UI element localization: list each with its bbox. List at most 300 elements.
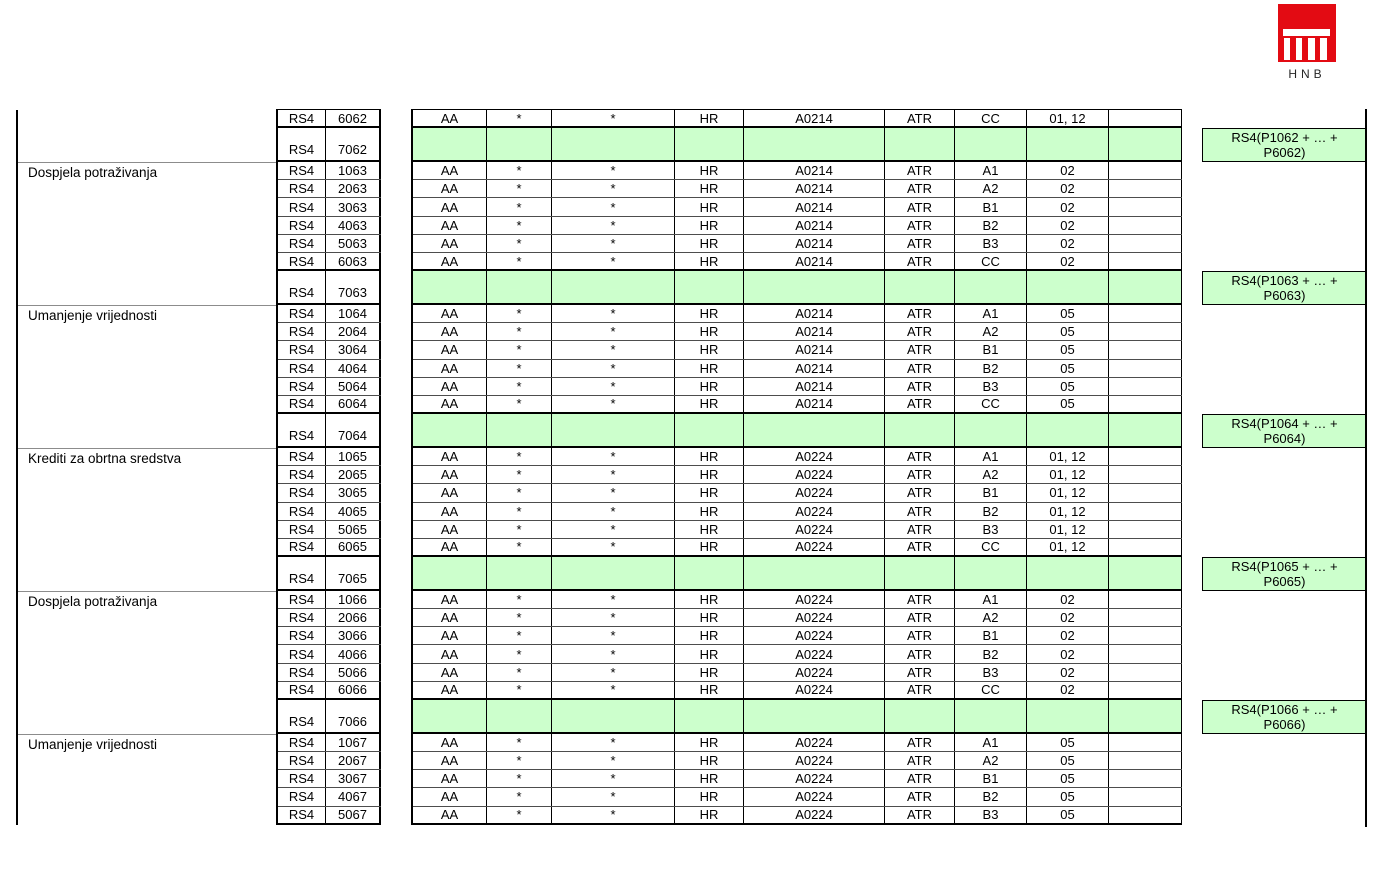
- position-number-cell: 5067: [326, 807, 381, 823]
- attribute-cell: AA: [413, 484, 487, 501]
- highlight-cell: [413, 414, 487, 446]
- attribute-cell: ATR: [885, 627, 955, 644]
- attribute-cell: ATR: [885, 305, 955, 322]
- table-row: [278, 198, 381, 216]
- table-row: [278, 788, 381, 806]
- attribute-cell: A2: [955, 609, 1027, 626]
- attribute-cell: ATR: [885, 752, 955, 769]
- table-row: [278, 466, 381, 484]
- attribute-cell: 01, 12: [1027, 484, 1109, 501]
- report-code-cell: RS4: [278, 323, 326, 340]
- hnb-logo: [1278, 4, 1336, 62]
- table-row: [413, 396, 1182, 414]
- highlight-cell: [885, 271, 955, 303]
- attribute-cell: AA: [413, 323, 487, 340]
- table-row: [278, 323, 381, 341]
- attribute-cell: HR: [675, 627, 744, 644]
- report-code-cell: RS4: [278, 235, 326, 252]
- attribute-cell: ATR: [885, 448, 955, 465]
- attribute-cell: ATR: [885, 484, 955, 501]
- report-code-cell: RS4: [278, 378, 326, 395]
- attribute-cell: [1109, 162, 1182, 179]
- attribute-cell: [1109, 503, 1182, 520]
- report-code-cell: RS4: [278, 162, 326, 179]
- attribute-cell: ATR: [885, 323, 955, 340]
- attribute-cell: *: [487, 752, 552, 769]
- attribute-cell: HR: [675, 217, 744, 234]
- attribute-cell: HR: [675, 253, 744, 269]
- table-row: [278, 341, 381, 359]
- attribute-cell: A0224: [744, 591, 885, 608]
- table-row: [413, 305, 1182, 323]
- position-number-cell: 2067: [326, 752, 381, 769]
- attribute-cell: B3: [955, 664, 1027, 681]
- attribute-cell: *: [552, 770, 675, 787]
- attribute-cell: ATR: [885, 807, 955, 823]
- table-row: [413, 664, 1182, 682]
- formula-text: RS4(P1066 + … + P6066): [1231, 702, 1338, 733]
- attribute-cell: ATR: [885, 217, 955, 234]
- section-label: Krediti za obrtna sredstva: [18, 448, 278, 591]
- highlight-cell: [1027, 128, 1109, 160]
- attribute-cell: 01, 12: [1027, 521, 1109, 538]
- table-row: [278, 305, 381, 323]
- attribute-cell: B1: [955, 341, 1027, 358]
- position-number-cell: 6065: [326, 539, 381, 555]
- table-row: [413, 128, 1182, 162]
- attribute-cell: HR: [675, 305, 744, 322]
- table-row: [413, 734, 1182, 752]
- table-row: [413, 484, 1182, 502]
- attribute-cell: AA: [413, 645, 487, 662]
- highlight-cell: [1109, 128, 1182, 160]
- highlight-cell: [955, 414, 1027, 446]
- formula-box: [1202, 128, 1367, 162]
- highlight-cell: [955, 557, 1027, 589]
- table-row: [413, 788, 1182, 806]
- attribute-cell: B1: [955, 770, 1027, 787]
- attribute-cell: ATR: [885, 521, 955, 538]
- attribute-cell: *: [552, 645, 675, 662]
- report-code-cell: RS4: [278, 217, 326, 234]
- code-table: [276, 109, 381, 825]
- position-number-cell: 4063: [326, 217, 381, 234]
- attribute-cell: AA: [413, 503, 487, 520]
- report-code-cell: RS4: [278, 591, 326, 608]
- table-row: [278, 448, 381, 466]
- attribute-cell: CC: [955, 253, 1027, 269]
- attribute-cell: HR: [675, 110, 744, 126]
- attribute-cell: AA: [413, 198, 487, 215]
- table-row: [278, 770, 381, 788]
- attribute-cell: 02: [1027, 198, 1109, 215]
- attribute-cell: 05: [1027, 305, 1109, 322]
- attribute-cell: ATR: [885, 788, 955, 805]
- attribute-cell: ATR: [885, 180, 955, 197]
- highlight-cell: [744, 557, 885, 589]
- attribute-cell: A2: [955, 180, 1027, 197]
- report-code-cell: RS4: [278, 682, 326, 698]
- attribute-cell: *: [552, 360, 675, 377]
- table-row: [278, 271, 381, 305]
- table-row: [278, 734, 381, 752]
- attribute-cell: A0224: [744, 521, 885, 538]
- attribute-cell: AA: [413, 466, 487, 483]
- position-number-cell: 4067: [326, 788, 381, 805]
- attribute-cell: ATR: [885, 396, 955, 412]
- highlight-cell: [1109, 700, 1182, 732]
- position-number-cell: 6064: [326, 396, 381, 412]
- table-row: [278, 521, 381, 539]
- attribute-cell: *: [487, 788, 552, 805]
- attribute-cell: HR: [675, 162, 744, 179]
- highlight-cell: [1109, 557, 1182, 589]
- report-code-cell: RS4: [278, 770, 326, 787]
- attribute-cell: *: [552, 734, 675, 751]
- highlight-cell: [955, 271, 1027, 303]
- attribute-cell: 05: [1027, 734, 1109, 751]
- attribute-cell: 02: [1027, 645, 1109, 662]
- logo-architrave: [1283, 29, 1329, 37]
- attribute-cell: *: [552, 305, 675, 322]
- attribute-cell: HR: [675, 484, 744, 501]
- table-row: [278, 396, 381, 414]
- formula-text: RS4(P1065 + … + P6065): [1231, 559, 1338, 590]
- attribute-cell: ATR: [885, 591, 955, 608]
- attribute-cell: HR: [675, 734, 744, 751]
- attribute-cell: B2: [955, 645, 1027, 662]
- attribute-cell: ATR: [885, 682, 955, 698]
- position-number-cell: 1067: [326, 734, 381, 751]
- table-row: [278, 162, 381, 180]
- attribute-cell: ATR: [885, 110, 955, 126]
- report-code-cell: RS4: [278, 557, 326, 589]
- attribute-cell: [1109, 180, 1182, 197]
- report-code-cell: RS4: [278, 645, 326, 662]
- highlight-cell: [487, 271, 552, 303]
- position-number-cell: 1064: [326, 305, 381, 322]
- attribute-cell: A0224: [744, 484, 885, 501]
- formula-text: RS4(P1062 + … + P6062): [1231, 130, 1338, 161]
- attribute-cell: [1109, 378, 1182, 395]
- attribute-cell: *: [552, 807, 675, 823]
- table-row: [413, 539, 1182, 557]
- position-number-cell: 3064: [326, 341, 381, 358]
- attribute-cell: B3: [955, 235, 1027, 252]
- attribute-cell: [1109, 110, 1182, 126]
- attribute-cell: *: [487, 235, 552, 252]
- table-row: [413, 557, 1182, 591]
- attribute-cell: *: [552, 378, 675, 395]
- highlight-cell: [675, 414, 744, 446]
- attribute-cell: A0214: [744, 323, 885, 340]
- attribute-cell: AA: [413, 807, 487, 823]
- attribute-cell: *: [552, 466, 675, 483]
- formula-box: [1202, 557, 1367, 591]
- attribute-cell: [1109, 466, 1182, 483]
- logo-column: [1296, 38, 1302, 60]
- attribute-cell: *: [487, 360, 552, 377]
- highlight-cell: [885, 700, 955, 732]
- attribute-cell: 01, 12: [1027, 539, 1109, 555]
- highlight-cell: [1109, 271, 1182, 303]
- attribute-cell: HR: [675, 521, 744, 538]
- attribute-cell: ATR: [885, 770, 955, 787]
- attribute-cell: ATR: [885, 734, 955, 751]
- position-number-cell: 2065: [326, 466, 381, 483]
- highlight-cell: [1109, 414, 1182, 446]
- attribute-cell: HR: [675, 645, 744, 662]
- row-label-column: [16, 110, 278, 825]
- attribute-cell: 05: [1027, 341, 1109, 358]
- position-number-cell: 4065: [326, 503, 381, 520]
- position-number-cell: 3066: [326, 627, 381, 644]
- highlight-cell: [1027, 271, 1109, 303]
- attribute-cell: B1: [955, 198, 1027, 215]
- report-code-cell: RS4: [278, 271, 326, 303]
- attribute-cell: ATR: [885, 664, 955, 681]
- report-code-cell: RS4: [278, 305, 326, 322]
- attribute-cell: *: [487, 341, 552, 358]
- table-row: [413, 378, 1182, 396]
- table-row: [413, 414, 1182, 448]
- highlight-cell: [885, 414, 955, 446]
- attribute-cell: ATR: [885, 253, 955, 269]
- highlight-cell: [487, 128, 552, 160]
- attribute-cell: 02: [1027, 180, 1109, 197]
- attribute-cell: HR: [675, 198, 744, 215]
- attribute-cell: 01, 12: [1027, 503, 1109, 520]
- attribute-cell: AA: [413, 235, 487, 252]
- attribute-cell: 01, 12: [1027, 110, 1109, 126]
- attribute-cell: A0224: [744, 609, 885, 626]
- attribute-cell: HR: [675, 788, 744, 805]
- attribute-cell: ATR: [885, 539, 955, 555]
- attribute-cell: HR: [675, 752, 744, 769]
- attribute-cell: A0214: [744, 110, 885, 126]
- attribute-cell: HR: [675, 180, 744, 197]
- attribute-cell: A0224: [744, 448, 885, 465]
- attribute-cell: CC: [955, 110, 1027, 126]
- table-row: [278, 484, 381, 502]
- attribute-cell: AA: [413, 180, 487, 197]
- report-code-cell: RS4: [278, 503, 326, 520]
- formula-text: RS4(P1064 + … + P6064): [1231, 416, 1338, 447]
- report-code-cell: RS4: [278, 341, 326, 358]
- table-row: [278, 609, 381, 627]
- attribute-cell: *: [487, 253, 552, 269]
- attribute-cell: AA: [413, 305, 487, 322]
- attribute-cell: HR: [675, 466, 744, 483]
- attribute-cell: HR: [675, 235, 744, 252]
- attribute-cell: CC: [955, 396, 1027, 412]
- attribute-cell: B3: [955, 521, 1027, 538]
- formula-box: [1202, 271, 1367, 305]
- attribute-cell: *: [552, 253, 675, 269]
- attribute-cell: [1109, 253, 1182, 269]
- attribute-cell: HR: [675, 503, 744, 520]
- table-row: [413, 217, 1182, 235]
- attribute-cell: A0224: [744, 734, 885, 751]
- attribute-cell: *: [552, 484, 675, 501]
- attribute-cell: HR: [675, 591, 744, 608]
- attribute-cell: [1109, 770, 1182, 787]
- table-row: [278, 253, 381, 271]
- attribute-cell: *: [487, 807, 552, 823]
- attribute-cell: A0214: [744, 217, 885, 234]
- attribute-cell: *: [552, 591, 675, 608]
- logo-column: [1284, 38, 1290, 60]
- position-number-cell: 6062: [326, 110, 381, 126]
- attribute-cell: *: [487, 110, 552, 126]
- attribute-cell: CC: [955, 539, 1027, 555]
- attribute-cell: A2: [955, 323, 1027, 340]
- attribute-cell: *: [552, 323, 675, 340]
- highlight-cell: [552, 557, 675, 589]
- highlight-cell: [675, 700, 744, 732]
- attribute-cell: AA: [413, 752, 487, 769]
- highlight-cell: [552, 700, 675, 732]
- attribute-cell: 02: [1027, 235, 1109, 252]
- attribute-cell: *: [552, 235, 675, 252]
- table-row: [413, 700, 1182, 734]
- attribute-cell: [1109, 484, 1182, 501]
- attribute-cell: A0224: [744, 752, 885, 769]
- section-label: [18, 110, 278, 162]
- formula-text: RS4(P1063 + … + P6063): [1231, 273, 1338, 304]
- table-row: [413, 198, 1182, 216]
- table-row: [413, 110, 1182, 128]
- attribute-cell: 05: [1027, 770, 1109, 787]
- attribute-cell: A0224: [744, 788, 885, 805]
- highlight-cell: [744, 271, 885, 303]
- attribute-cell: A0224: [744, 807, 885, 823]
- attribute-cell: *: [552, 503, 675, 520]
- attribute-cell: [1109, 217, 1182, 234]
- attribute-cell: [1109, 734, 1182, 751]
- attribute-cell: B2: [955, 503, 1027, 520]
- highlight-cell: [1027, 700, 1109, 732]
- attribute-cell: AA: [413, 539, 487, 555]
- highlight-cell: [675, 557, 744, 589]
- attribute-cell: 05: [1027, 360, 1109, 377]
- table-row: [413, 752, 1182, 770]
- attribute-cell: A0224: [744, 682, 885, 698]
- position-number-cell: 6066: [326, 682, 381, 698]
- attribute-cell: [1109, 682, 1182, 698]
- attribute-cell: [1109, 235, 1182, 252]
- report-code-cell: RS4: [278, 734, 326, 751]
- position-number-cell: 2066: [326, 609, 381, 626]
- attribute-cell: 02: [1027, 609, 1109, 626]
- logo-column: [1320, 38, 1326, 60]
- highlight-cell: [955, 700, 1027, 732]
- attribute-cell: *: [487, 734, 552, 751]
- highlight-cell: [413, 700, 487, 732]
- attribute-cell: HR: [675, 539, 744, 555]
- attribute-cell: ATR: [885, 503, 955, 520]
- attribute-cell: AA: [413, 609, 487, 626]
- position-number-cell: 1063: [326, 162, 381, 179]
- attribute-cell: AA: [413, 788, 487, 805]
- table-row: [278, 110, 381, 128]
- table-row: [278, 235, 381, 253]
- table-row: [413, 162, 1182, 180]
- highlight-cell: [413, 271, 487, 303]
- attribute-cell: ATR: [885, 341, 955, 358]
- report-code-cell: RS4: [278, 360, 326, 377]
- attribute-cell: HR: [675, 682, 744, 698]
- attribute-cell: B2: [955, 788, 1027, 805]
- highlight-cell: [552, 128, 675, 160]
- attribute-cell: A0224: [744, 539, 885, 555]
- highlight-cell: [552, 271, 675, 303]
- attribute-cell: HR: [675, 770, 744, 787]
- report-code-cell: RS4: [278, 788, 326, 805]
- table-row: [413, 609, 1182, 627]
- attribute-cell: ATR: [885, 466, 955, 483]
- attribute-cell: ATR: [885, 198, 955, 215]
- attribute-cell: [1109, 305, 1182, 322]
- report-code-cell: RS4: [278, 110, 326, 126]
- position-number-cell: 7062: [326, 128, 381, 160]
- section-label: Dospjela potraživanja: [18, 591, 278, 734]
- attribute-cell: *: [552, 162, 675, 179]
- attribute-cell: [1109, 609, 1182, 626]
- highlight-cell: [675, 128, 744, 160]
- attribute-cell: A0224: [744, 645, 885, 662]
- attribute-cell: *: [487, 323, 552, 340]
- attribute-cell: A1: [955, 305, 1027, 322]
- report-code-cell: RS4: [278, 180, 326, 197]
- report-code-cell: RS4: [278, 414, 326, 446]
- attribute-cell: AA: [413, 396, 487, 412]
- attribute-cell: A2: [955, 466, 1027, 483]
- position-number-cell: 5063: [326, 235, 381, 252]
- attribute-cell: [1109, 788, 1182, 805]
- table-row: [278, 557, 381, 591]
- attribute-cell: *: [552, 110, 675, 126]
- attribute-cell: ATR: [885, 235, 955, 252]
- attribute-cell: AA: [413, 682, 487, 698]
- table-row: [413, 807, 1182, 825]
- highlight-cell: [675, 271, 744, 303]
- attribute-cell: B2: [955, 360, 1027, 377]
- attribute-cell: A0214: [744, 305, 885, 322]
- highlight-cell: [552, 414, 675, 446]
- position-number-cell: 7063: [326, 271, 381, 303]
- attribute-cell: A0224: [744, 627, 885, 644]
- attribute-cell: CC: [955, 682, 1027, 698]
- attribute-cell: A0224: [744, 503, 885, 520]
- attribute-cell: *: [487, 682, 552, 698]
- table-row: [278, 128, 381, 162]
- attribute-cell: *: [487, 162, 552, 179]
- table-row: [278, 682, 381, 700]
- logo-column: [1308, 38, 1314, 60]
- attribute-cell: [1109, 752, 1182, 769]
- highlight-cell: [744, 414, 885, 446]
- attribute-cell: 05: [1027, 788, 1109, 805]
- highlight-cell: [487, 557, 552, 589]
- position-number-cell: 5066: [326, 664, 381, 681]
- position-number-cell: 4064: [326, 360, 381, 377]
- highlight-cell: [744, 700, 885, 732]
- attribute-cell: 02: [1027, 627, 1109, 644]
- attribute-cell: *: [487, 378, 552, 395]
- highlight-cell: [885, 557, 955, 589]
- attribute-cell: B2: [955, 217, 1027, 234]
